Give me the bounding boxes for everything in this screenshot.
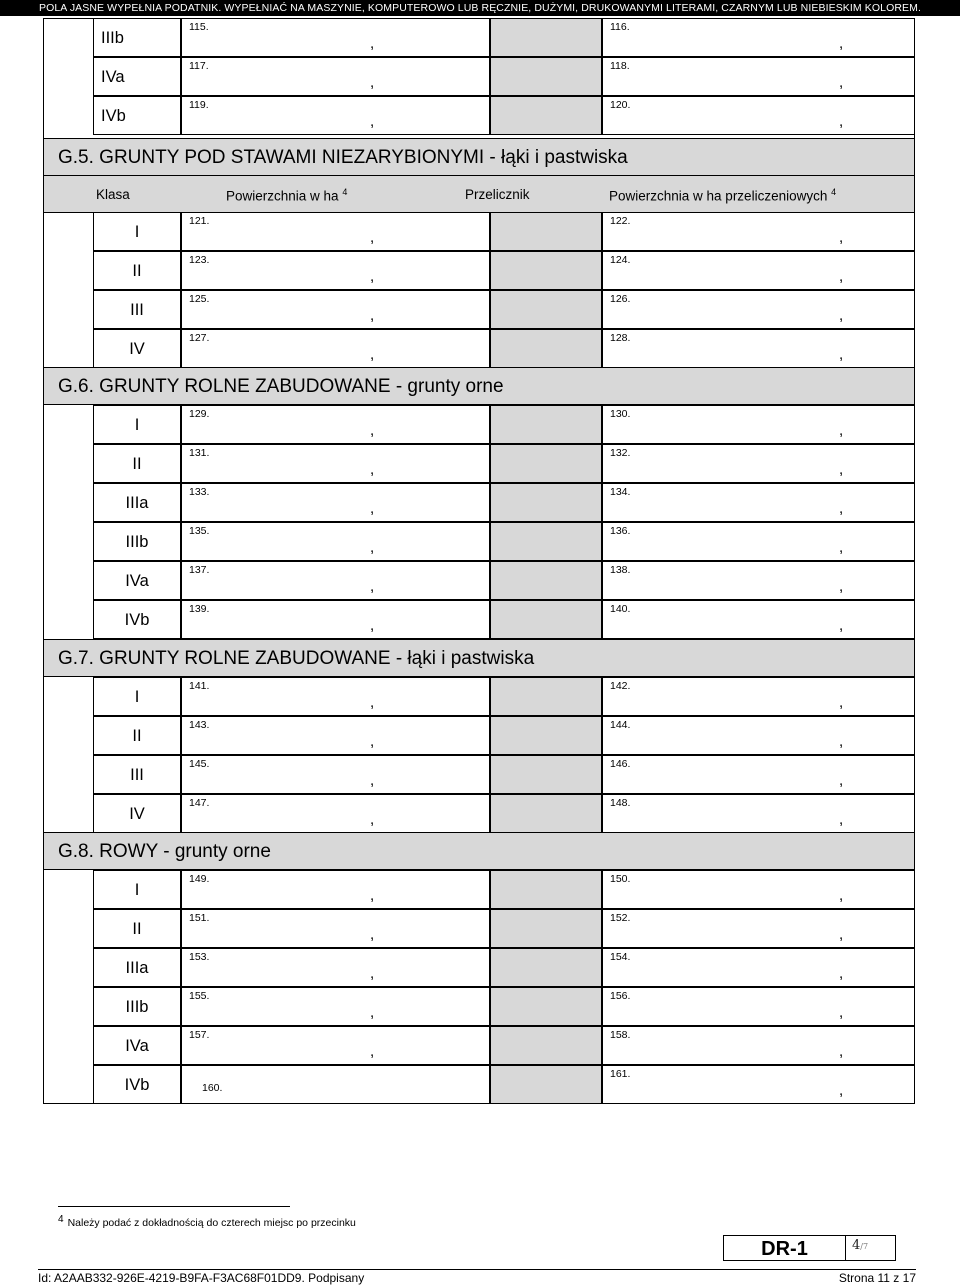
- przelicznik-cell: [490, 948, 602, 987]
- field-number: 126.: [610, 293, 631, 305]
- decimal-separator: ,: [370, 74, 375, 91]
- klasa-label: IIIb: [93, 522, 181, 561]
- powierzchnia-przeliczeniowa-field[interactable]: [602, 987, 915, 1026]
- field-number: 138.: [610, 564, 631, 576]
- field-number: 137.: [189, 564, 210, 576]
- section-g7-title: G.7. GRUNTY ROLNE ZABUDOWANE - łąki i pastwiska: [43, 639, 915, 677]
- column-headers: [43, 175, 915, 213]
- field-number: 131.: [189, 447, 210, 459]
- powierzchnia-field[interactable]: [181, 600, 490, 639]
- powierzchnia-przeliczeniowa-field[interactable]: [602, 18, 915, 57]
- powierzchnia-przeliczeniowa-field[interactable]: [602, 561, 915, 600]
- field-number: 136.: [610, 525, 631, 537]
- powierzchnia-field[interactable]: [181, 212, 490, 251]
- form-code-badge: [723, 1235, 896, 1261]
- decimal-separator: ,: [839, 113, 844, 130]
- przelicznik-cell: [490, 18, 602, 57]
- decimal-separator: ,: [839, 811, 844, 828]
- przelicznik-cell: [490, 405, 602, 444]
- powierzchnia-field[interactable]: [181, 1026, 490, 1065]
- powierzchnia-field[interactable]: [181, 1065, 490, 1104]
- field-number: 124.: [610, 254, 631, 266]
- przelicznik-cell: [490, 1065, 602, 1104]
- klasa-label: IIIb: [93, 18, 181, 57]
- klasa-label: III: [93, 290, 181, 329]
- field-number: 158.: [610, 1029, 631, 1041]
- decimal-separator: ,: [839, 1004, 844, 1021]
- decimal-separator: ,: [370, 422, 375, 439]
- klasa-label: III: [93, 755, 181, 794]
- column-header-klasa: Klasa: [96, 187, 130, 202]
- field-number: 157.: [189, 1029, 210, 1041]
- klasa-label: IIIa: [93, 483, 181, 522]
- table-row: [43, 677, 915, 716]
- footnote-separator: [58, 1206, 290, 1207]
- table-row: [43, 405, 915, 444]
- decimal-separator: ,: [839, 887, 844, 904]
- powierzchnia-field[interactable]: [181, 251, 490, 290]
- powierzchnia-przeliczeniowa-field[interactable]: [602, 1065, 915, 1104]
- przelicznik-cell: [490, 522, 602, 561]
- powierzchnia-przeliczeniowa-field[interactable]: [602, 870, 915, 909]
- powierzchnia-field[interactable]: [181, 444, 490, 483]
- powierzchnia-przeliczeniowa-field[interactable]: [602, 522, 915, 561]
- klasa-label: IIIb: [93, 987, 181, 1026]
- field-number: 150.: [610, 873, 631, 885]
- table-row: [43, 948, 915, 987]
- table-row: [43, 57, 915, 96]
- table-row: [43, 329, 915, 368]
- decimal-separator: ,: [370, 965, 375, 982]
- przelicznik-cell: [490, 909, 602, 948]
- decimal-separator: ,: [370, 229, 375, 246]
- decimal-separator: ,: [370, 772, 375, 789]
- klasa-label: IVb: [93, 96, 181, 135]
- field-number: 127.: [189, 332, 210, 344]
- powierzchnia-przeliczeniowa-field[interactable]: [602, 444, 915, 483]
- decimal-separator: ,: [839, 694, 844, 711]
- table-row: [43, 251, 915, 290]
- powierzchnia-field[interactable]: [181, 755, 490, 794]
- decimal-separator: ,: [839, 965, 844, 982]
- table-row: [43, 1026, 915, 1065]
- page-counter: Strona 11 z 17: [838, 1271, 916, 1285]
- przelicznik-cell: [490, 57, 602, 96]
- powierzchnia-przeliczeniowa-field[interactable]: [602, 716, 915, 755]
- section-g5-title: G.5. GRUNTY POD STAWAMI NIEZARYBIONYMI - łąki i pastwiska: [43, 138, 915, 176]
- column-header-powierzchnia-przeliczeniowa: Powierzchnia w ha przeliczeniowych $^4$: [609, 187, 837, 204]
- decimal-separator: ,: [839, 461, 844, 478]
- powierzchnia-przeliczeniowa-field[interactable]: [602, 212, 915, 251]
- powierzchnia-przeliczeniowa-field[interactable]: [602, 1026, 915, 1065]
- powierzchnia-przeliczeniowa-field[interactable]: [602, 405, 915, 444]
- form-code: DR-1: [724, 1236, 846, 1260]
- klasa-label: IV: [93, 794, 181, 833]
- field-number: 142.: [610, 680, 631, 692]
- field-number: 115.: [189, 21, 209, 33]
- powierzchnia-przeliczeniowa-field[interactable]: [602, 329, 915, 368]
- decimal-separator: ,: [839, 346, 844, 363]
- decimal-separator: ,: [370, 268, 375, 285]
- field-number: 154.: [610, 951, 631, 963]
- decimal-separator: ,: [370, 926, 375, 943]
- table-row: [43, 483, 915, 522]
- powierzchnia-field[interactable]: [181, 57, 490, 96]
- column-header-powierzchnia: Powierzchnia w ha $^4$: [226, 187, 348, 204]
- przelicznik-cell: [490, 677, 602, 716]
- przelicznik-cell: [490, 483, 602, 522]
- field-number: 132.: [610, 447, 631, 459]
- table-row: [43, 794, 915, 833]
- klasa-label: IIIa: [93, 948, 181, 987]
- decimal-separator: ,: [839, 268, 844, 285]
- decimal-separator: ,: [839, 307, 844, 324]
- section-g6-title: G.6. GRUNTY ROLNE ZABUDOWANE - grunty orne: [43, 367, 915, 405]
- decimal-separator: ,: [839, 539, 844, 556]
- table-row: [43, 716, 915, 755]
- field-number: 140.: [610, 603, 631, 615]
- decimal-separator: ,: [839, 733, 844, 750]
- klasa-label: IVa: [93, 561, 181, 600]
- table-row: [43, 522, 915, 561]
- przelicznik-cell: [490, 870, 602, 909]
- powierzchnia-przeliczeniowa-field[interactable]: [602, 909, 915, 948]
- klasa-label: IVb: [93, 1065, 181, 1104]
- powierzchnia-przeliczeniowa-field[interactable]: [602, 600, 915, 639]
- klasa-label: IVa: [93, 1026, 181, 1065]
- decimal-separator: ,: [370, 1004, 375, 1021]
- decimal-separator: ,: [370, 887, 375, 904]
- powierzchnia-przeliczeniowa-field[interactable]: [602, 57, 915, 96]
- przelicznik-cell: [490, 716, 602, 755]
- table-row: [43, 870, 915, 909]
- powierzchnia-przeliczeniowa-field[interactable]: [602, 96, 915, 135]
- table-row: [43, 561, 915, 600]
- field-number: 130.: [610, 408, 631, 420]
- table-row: [43, 18, 915, 57]
- powierzchnia-field[interactable]: [181, 405, 490, 444]
- decimal-separator: ,: [839, 1082, 844, 1099]
- decimal-separator: ,: [370, 617, 375, 634]
- klasa-label: I: [93, 870, 181, 909]
- decimal-separator: ,: [370, 811, 375, 828]
- field-number: 144.: [610, 719, 631, 731]
- powierzchnia-field[interactable]: [181, 18, 490, 57]
- klasa-label: IVb: [93, 600, 181, 639]
- field-number: 152.: [610, 912, 631, 924]
- powierzchnia-field[interactable]: [181, 290, 490, 329]
- section-g8-title: G.8. ROWY - grunty orne: [43, 832, 915, 870]
- powierzchnia-przeliczeniowa-field[interactable]: [602, 677, 915, 716]
- field-number: 118.: [610, 60, 630, 72]
- powierzchnia-field[interactable]: [181, 561, 490, 600]
- przelicznik-cell: [490, 444, 602, 483]
- field-number: 156.: [610, 990, 631, 1002]
- field-number: 153.: [189, 951, 210, 963]
- klasa-label: II: [93, 716, 181, 755]
- klasa-label: II: [93, 909, 181, 948]
- decimal-separator: ,: [370, 694, 375, 711]
- klasa-label: II: [93, 444, 181, 483]
- decimal-separator: ,: [370, 461, 375, 478]
- field-number: 121.: [189, 215, 210, 227]
- decimal-separator: ,: [370, 307, 375, 324]
- decimal-separator: ,: [839, 617, 844, 634]
- powierzchnia-field[interactable]: [181, 716, 490, 755]
- field-number: 148.: [610, 797, 631, 809]
- decimal-separator: ,: [370, 113, 375, 130]
- decimal-separator: ,: [370, 35, 375, 52]
- decimal-separator: ,: [839, 229, 844, 246]
- field-number: 146.: [610, 758, 631, 770]
- table-row: [43, 755, 915, 794]
- field-number: 149.: [189, 873, 210, 885]
- table-row: [43, 909, 915, 948]
- table-row: [43, 987, 915, 1026]
- powierzchnia-field[interactable]: [181, 987, 490, 1026]
- przelicznik-cell: [490, 96, 602, 135]
- footnote: $^4$ Należy podać z dokładnością do czterech miejsc po przecinku: [58, 1214, 356, 1229]
- field-number: 116.: [610, 21, 630, 33]
- decimal-separator: ,: [370, 346, 375, 363]
- decimal-separator: ,: [839, 578, 844, 595]
- powierzchnia-field[interactable]: [181, 96, 490, 135]
- przelicznik-cell: [490, 290, 602, 329]
- table-row: [43, 96, 915, 135]
- document-footer: [38, 1269, 916, 1287]
- powierzchnia-przeliczeniowa-field[interactable]: [602, 290, 915, 329]
- decimal-separator: ,: [370, 578, 375, 595]
- przelicznik-cell: [490, 987, 602, 1026]
- field-number: 123.: [189, 254, 210, 266]
- przelicznik-cell: [490, 794, 602, 833]
- field-number: 143.: [189, 719, 210, 731]
- powierzchnia-field[interactable]: [181, 522, 490, 561]
- table-row: [43, 600, 915, 639]
- powierzchnia-przeliczeniowa-field[interactable]: [602, 948, 915, 987]
- powierzchnia-field[interactable]: [181, 483, 490, 522]
- document-id: Id: A2AAB332-926E-4219-B9FA-F3AC68F01DD9. Podpisany: [38, 1271, 365, 1285]
- przelicznik-cell: [490, 251, 602, 290]
- przelicznik-cell: [490, 561, 602, 600]
- powierzchnia-przeliczeniowa-field[interactable]: [602, 483, 915, 522]
- field-number: 122.: [610, 215, 631, 227]
- field-number: 120.: [610, 99, 631, 111]
- powierzchnia-przeliczeniowa-field[interactable]: [602, 794, 915, 833]
- table-row: [43, 212, 915, 251]
- decimal-separator: ,: [839, 500, 844, 517]
- przelicznik-cell: [490, 1026, 602, 1065]
- powierzchnia-field[interactable]: [181, 870, 490, 909]
- field-number: 155.: [189, 990, 210, 1002]
- przelicznik-cell: [490, 329, 602, 368]
- decimal-separator: ,: [839, 772, 844, 789]
- powierzchnia-field[interactable]: [181, 329, 490, 368]
- table-row: [43, 1065, 915, 1104]
- field-number: 151.: [189, 912, 210, 924]
- field-number: 135.: [189, 525, 210, 537]
- powierzchnia-field[interactable]: [181, 948, 490, 987]
- field-number: 117.: [189, 60, 209, 72]
- klasa-label: IV: [93, 329, 181, 368]
- klasa-label: IVa: [93, 57, 181, 96]
- field-number: 161.: [610, 1068, 631, 1080]
- field-number: 129.: [189, 408, 210, 420]
- decimal-separator: ,: [839, 35, 844, 52]
- table-row: [43, 290, 915, 329]
- field-number: 147.: [189, 797, 210, 809]
- column-header-przelicznik: Przelicznik: [465, 187, 530, 202]
- przelicznik-cell: [490, 212, 602, 251]
- klasa-label: I: [93, 677, 181, 716]
- powierzchnia-field[interactable]: [181, 677, 490, 716]
- table-row: [43, 444, 915, 483]
- field-number: 128.: [610, 332, 631, 344]
- klasa-label: I: [93, 212, 181, 251]
- field-number: 141.: [189, 680, 210, 692]
- powierzchnia-przeliczeniowa-field[interactable]: [602, 755, 915, 794]
- klasa-label: II: [93, 251, 181, 290]
- powierzchnia-przeliczeniowa-field[interactable]: [602, 251, 915, 290]
- decimal-separator: ,: [839, 422, 844, 439]
- przelicznik-cell: [490, 755, 602, 794]
- field-number: 134.: [610, 486, 631, 498]
- decimal-separator: ,: [370, 733, 375, 750]
- field-number: 160.: [202, 1082, 223, 1094]
- powierzchnia-field[interactable]: [181, 909, 490, 948]
- decimal-separator: ,: [839, 926, 844, 943]
- przelicznik-cell: [490, 600, 602, 639]
- field-number: 125.: [189, 293, 210, 305]
- decimal-separator: ,: [370, 1043, 375, 1060]
- decimal-separator: ,: [839, 1043, 844, 1060]
- klasa-label: I: [93, 405, 181, 444]
- decimal-separator: ,: [370, 539, 375, 556]
- field-number: 133.: [189, 486, 210, 498]
- form-page-number: 4/7: [852, 1238, 869, 1253]
- decimal-separator: ,: [370, 500, 375, 517]
- field-number: 139.: [189, 603, 210, 615]
- instruction-banner: POLA JASNE WYPEŁNIA PODATNIK. WYPEŁNIAĆ NA MASZYNIE, KOMPUTEROWO LUB RĘCZNIE, DUŻYMI, DRUKOWANYMI LITERAMI, CZARNYM LUB NIEBIESKIM KOLOREM.: [0, 0, 960, 16]
- powierzchnia-field[interactable]: [181, 794, 490, 833]
- field-number: 119.: [189, 99, 209, 111]
- decimal-separator: ,: [839, 74, 844, 91]
- field-number: 145.: [189, 758, 210, 770]
